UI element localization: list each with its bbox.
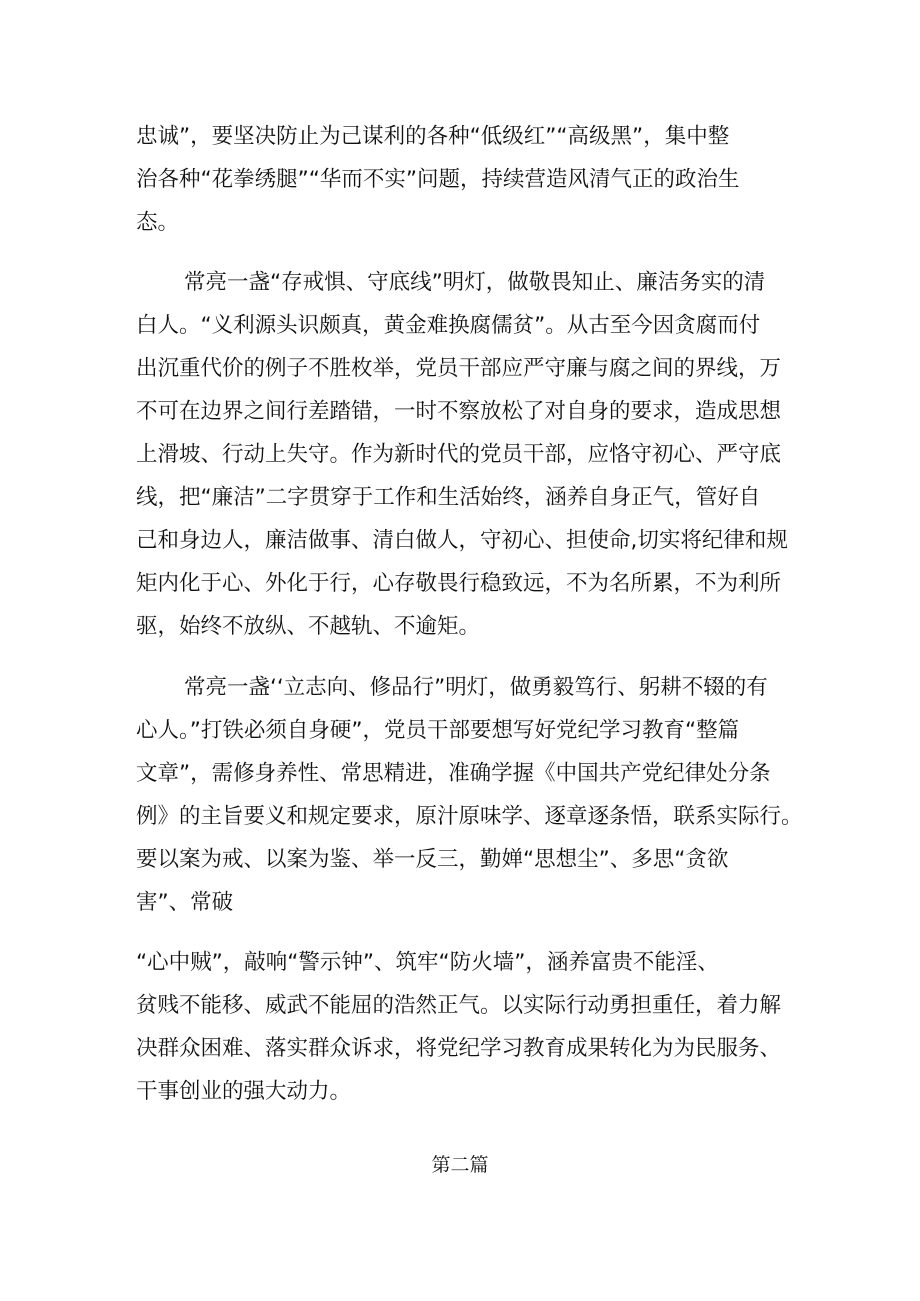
text-line: 上滑坡、行动上失守。作为新时代的党员干部，应恪守初心、严守底 xyxy=(136,442,782,467)
text-line: 常亮一盏‘‘立志向、修品行”明灯，做勇毅笃行、躬耕不辍的有 xyxy=(184,675,768,700)
text-line: 要以案为戒、以案为鉴、举一反三，勤婵“思想尘”、多思“贪欲 xyxy=(136,847,729,872)
text-line: 线，把“廉洁”二字贯穿于工作和生活始终，涵养自身正气，管好自 xyxy=(136,485,761,510)
text-line: 白人。“义利源头识颇真，黄金难换腐儒贫”。从古至今因贪腐而付 xyxy=(136,313,761,338)
text-line: 驱，始终不放纵、不越轨、不逾矩。 xyxy=(136,614,481,639)
section-heading: 第二篇 xyxy=(431,1154,489,1176)
text-line: 例》的主旨要义和规定要求，原汁原味学、逐章逐条悟，联系实际行。 xyxy=(136,804,803,829)
text-line: 常亮一盏“存戒惧、守底线”明灯，做敬畏知止、廉洁务实的清 xyxy=(184,270,766,295)
text-line: 贫贱不能移、威武不能屈的浩然正气。以实际行动勇担重任，着力解 xyxy=(136,993,782,1018)
text-line: 害”、常破 xyxy=(136,890,234,915)
text-line: 干事创业的强大动力。 xyxy=(136,1079,352,1104)
text-line: 心人。”打铁必须自身硬”，党员干部要想写好党纪学习教育“整篇 xyxy=(136,718,740,743)
text-line: 决群众困难、落实群众诉求，将党纪学习教育成果转化为为民服务、 xyxy=(136,1036,782,1061)
text-line: 态。 xyxy=(136,210,180,235)
text-line: 出沉重代价的例子不胜枚举，党员干部应严守廉与腐之间的界线，万 xyxy=(136,356,782,381)
text-line: 治各种“花拳绣腿”“华而不实”问题，持续营造风清气正的政治生 xyxy=(136,167,740,192)
text-line: 不可在边界之间行差踏错，一时不察放松了对自身的要求，造成思想 xyxy=(136,399,782,424)
text-line: 己和身边人，廉洁做事、清白做人，守初心、担使命,切实将纪律和规 xyxy=(136,528,788,553)
text-line: 矩内化于心、外化于行，心存敬畏行稳致远，不为名所累，不为利所 xyxy=(136,571,782,596)
text-line: “心中贼”，敲响“警示钟”、筑牢“防火墙”，涵养富贵不能淫、 xyxy=(136,950,719,975)
text-line: 文章”，需修身养性、常思精进，准确学握《中国共产党纪律处分条 xyxy=(136,761,771,786)
text-line: 忠诚”，要坚决防止为己谋利的各种“低级红”“高级黑”，集中整 xyxy=(136,124,730,149)
